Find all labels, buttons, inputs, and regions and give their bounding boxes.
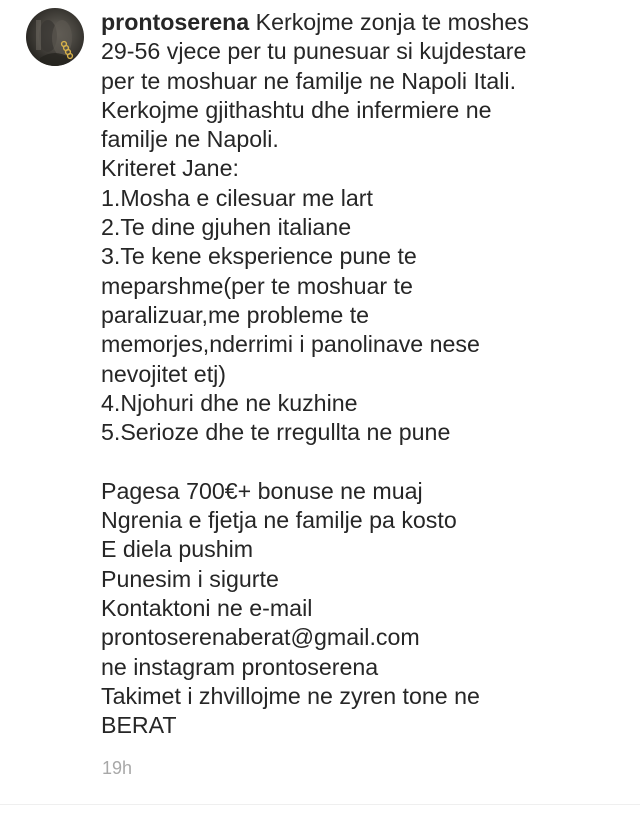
comment-line: 29-56 vjece per tu punesuar si kujdestare <box>101 38 527 65</box>
comment-text <box>101 8 621 740</box>
comment-line: Kerkojme gjithashtu dhe infermiere ne <box>101 96 492 123</box>
comment-line: Takimet i zhvillojme ne zyren tone ne <box>101 682 480 709</box>
comment-line: 2.Te dine gjuhen italiane <box>101 214 352 241</box>
avatar[interactable] <box>26 8 84 66</box>
comment-line: Kontaktoni ne e-mail <box>101 594 313 621</box>
email-link[interactable]: prontoserenaberat@gmail.com <box>101 624 420 651</box>
comment-line: E diela pushim <box>101 536 254 563</box>
comment-line: Kriteret Jane: <box>101 155 239 182</box>
comment-line: familje ne Napoli. <box>101 126 279 153</box>
comment-first-line-text: Kerkojme zonja te moshes <box>249 9 529 35</box>
comment-line: 5.Serioze dhe te rregullta ne pune <box>101 419 451 446</box>
profile-photo-icon <box>26 8 84 66</box>
divider <box>0 804 640 805</box>
username-link[interactable]: prontoserena <box>101 9 250 35</box>
timestamp: 19h <box>102 758 133 778</box>
comment-line: paralizuar,me probleme te <box>101 301 370 328</box>
comment-line: per te moshuar ne familje ne Napoli Itali. <box>101 67 517 94</box>
comment-line: BERAT <box>101 712 177 739</box>
comment-line: 3.Te kene eksperience pune te <box>101 243 417 270</box>
comment-line: 4.Njohuri dhe ne kuzhine <box>101 389 358 416</box>
comment-line: memorjes,nderrimi i panolinave nese <box>101 331 480 358</box>
comment-line: 1.Mosha e cilesuar me lart <box>101 184 373 211</box>
comment-first-line <box>101 8 621 37</box>
comment-line: ne instagram prontoserena <box>101 653 379 680</box>
comment-line: nevojitet etj) <box>101 360 227 387</box>
comment-blank-line <box>101 447 621 476</box>
comment-line: Ngrenia e fjetja ne familje pa kosto <box>101 507 457 534</box>
comment-line: meparshme(per te moshuar te <box>101 272 413 299</box>
comment-line: Punesim i sigurte <box>101 565 279 592</box>
comment-line: Pagesa 700€+ bonuse ne muaj <box>101 477 423 504</box>
